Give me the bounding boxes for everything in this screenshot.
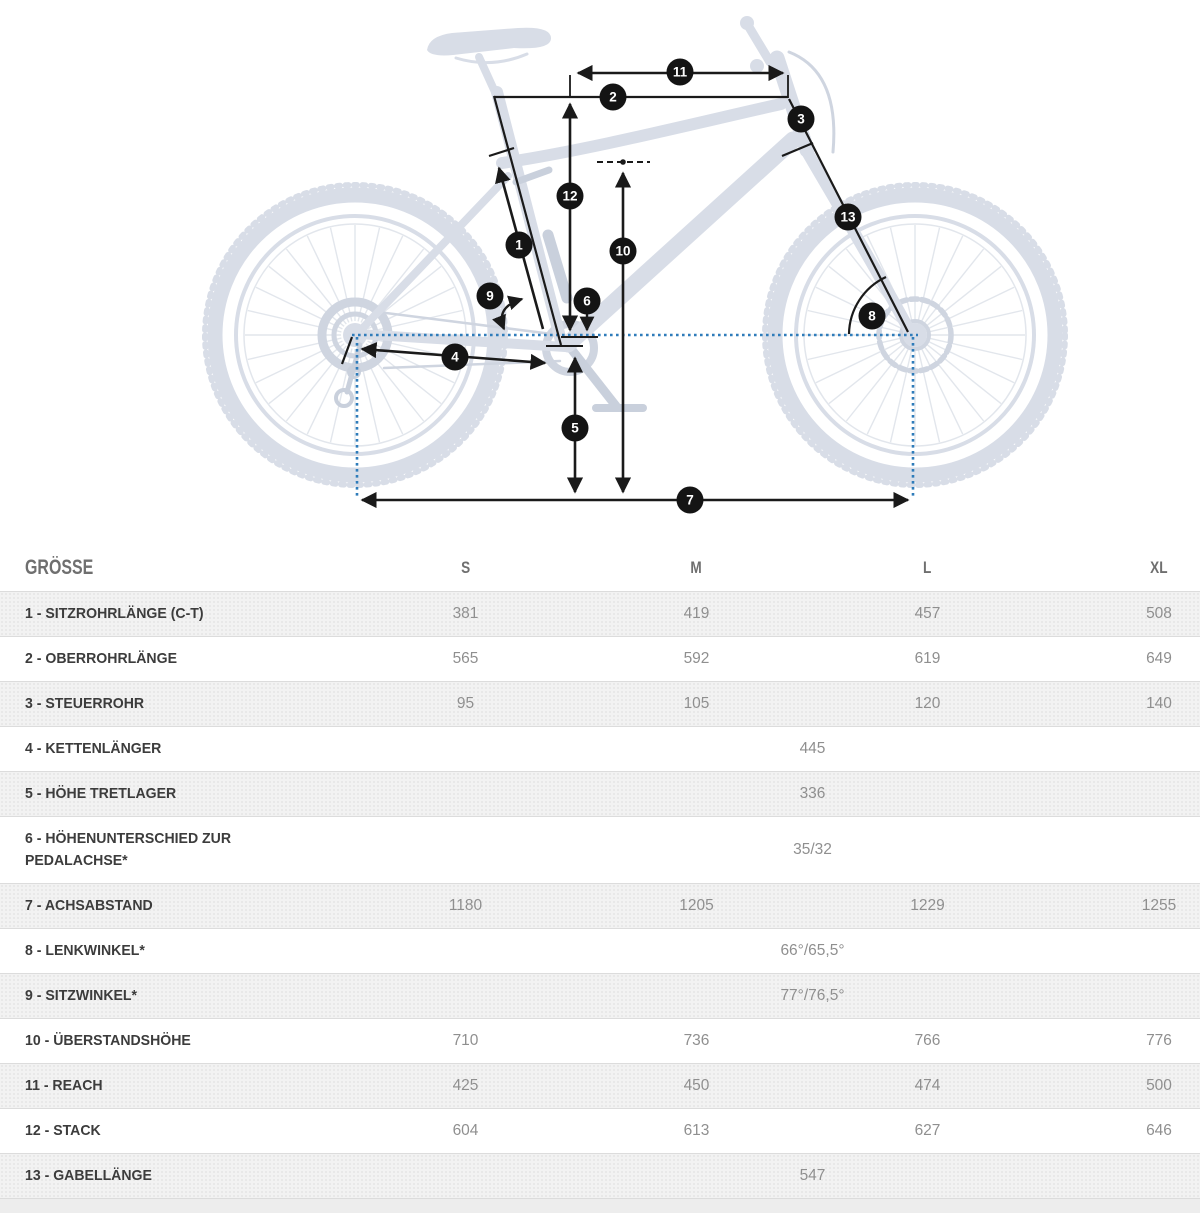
callout-number: 11 [672,64,688,80]
callout-badge-4 [442,344,469,371]
row-label: 7 - ACHSABSTAND [25,897,153,915]
callout-badge-5 [562,415,589,442]
callout-number: 7 [686,492,694,508]
col-header-l: L [923,558,932,577]
chain-top [378,312,552,334]
callout-number: 12 [562,188,578,204]
handlebar [749,27,770,62]
value-s: 381 [452,605,479,622]
callout-number: 5 [571,420,579,436]
table-row [0,1153,1200,1198]
saddle [427,28,551,56]
table-header-row [0,545,1200,591]
row-label: 8 - LENKWINKEL* [25,942,145,960]
value-m: 592 [683,650,710,667]
callout-number: 8 [868,308,876,324]
row-label: 2 - OBERROHRLÄNGE [25,650,177,668]
row-label: 6 - HÖHENUNTERSCHIED ZUR PEDALACHSE* [25,830,232,869]
table-row [0,816,1200,883]
value-m: 419 [683,605,710,622]
value-xl: 140 [1146,695,1172,712]
callout-badge-11 [667,59,694,86]
bike-geometry-diagram [0,0,1200,545]
value-l: 1229 [910,897,945,914]
callout-number: 4 [451,349,459,365]
row-label: 4 - KETTENLÄNGER [25,740,162,758]
value-s: 1180 [448,897,483,914]
value-l: 474 [914,1077,941,1094]
table-row [0,726,1200,771]
row-label: 1 - SITZROHRLÄNGE (C-T) [25,605,204,623]
saddle-rails [456,54,527,63]
callout-badge-7 [677,487,704,514]
callout-number: 1 [515,237,523,253]
callout-number: 13 [840,209,856,225]
callout-number: 6 [583,293,591,309]
value-merged: 336 [799,785,826,802]
value-xl: 508 [1146,605,1172,622]
callout-badge-12 [557,183,584,210]
value-m: 1205 [679,897,714,914]
geometry-diagram-svg [0,0,1200,545]
callout-badge-13 [835,204,862,231]
value-l: 627 [914,1122,941,1139]
brake-lever [750,59,764,73]
table-row [0,1108,1200,1153]
value-l: 457 [914,605,941,622]
value-l: 120 [914,695,941,712]
table-row [0,883,1200,928]
table-row [0,636,1200,681]
top-tube [502,104,781,163]
callout-badge-9 [477,283,504,310]
value-m: 613 [683,1122,710,1139]
callout-number: 10 [615,243,631,259]
next-section-edge [0,1198,1200,1213]
table-row [0,1018,1200,1063]
value-l: 619 [914,650,941,667]
row-label: 13 - GABELLÄNGE [25,1167,152,1185]
value-merged: 35/32 [793,841,832,858]
table-row [0,973,1200,1018]
value-merged: 445 [799,740,826,757]
geometry-table [0,545,1200,1198]
row-label: 12 - STACK [25,1122,101,1140]
row-label: 9 - SITZWINKEL* [25,987,138,1005]
value-s: 710 [452,1032,479,1049]
grip [740,16,754,30]
down-tube [568,140,793,344]
value-s: 95 [456,695,475,712]
table-row [0,771,1200,816]
reference-lines [352,335,918,498]
value-merged: 547 [799,1167,826,1184]
callout-number: 9 [486,288,494,304]
value-s: 425 [452,1077,479,1094]
table-row [0,591,1200,636]
row-label: 3 - STEUERROHR [25,695,145,713]
cockpit [427,16,834,152]
value-merged: 66°/65,5° [780,942,845,959]
callout-badge-10 [610,238,637,265]
value-xl: 776 [1146,1032,1172,1049]
callout-number: 2 [609,89,617,105]
table-row [0,681,1200,726]
callout-badge-8 [859,303,886,330]
row-label: 11 - REACH [25,1077,103,1095]
callout-badge-1 [506,232,533,259]
value-xl: 646 [1146,1122,1172,1139]
callout-badge-2 [600,84,627,111]
table-row [0,928,1200,973]
row-label: 10 - ÜBERSTANDSHÖHE [25,1032,191,1050]
col-header-xl: XL [1150,558,1168,577]
frame [358,58,909,347]
value-xl: 500 [1146,1077,1172,1094]
value-merged: 77°/76,5° [780,987,845,1004]
table-row [0,1063,1200,1108]
value-l: 766 [914,1032,941,1049]
callout-number: 3 [797,111,805,127]
value-xl: 649 [1146,650,1172,667]
callout-badge-6 [574,288,601,315]
value-s: 565 [452,650,479,667]
size-header: GRÖSSE [25,556,94,579]
value-m: 736 [683,1032,710,1049]
value-m: 105 [683,695,710,712]
row-label: 5 - HÖHE TRETLAGER [25,785,177,803]
value-xl: 1255 [1141,897,1177,914]
value-m: 450 [683,1077,710,1094]
col-header-s: S [460,558,471,577]
value-s: 604 [452,1122,479,1139]
col-header-m: M [690,558,703,577]
callout-badge-3 [788,106,815,133]
